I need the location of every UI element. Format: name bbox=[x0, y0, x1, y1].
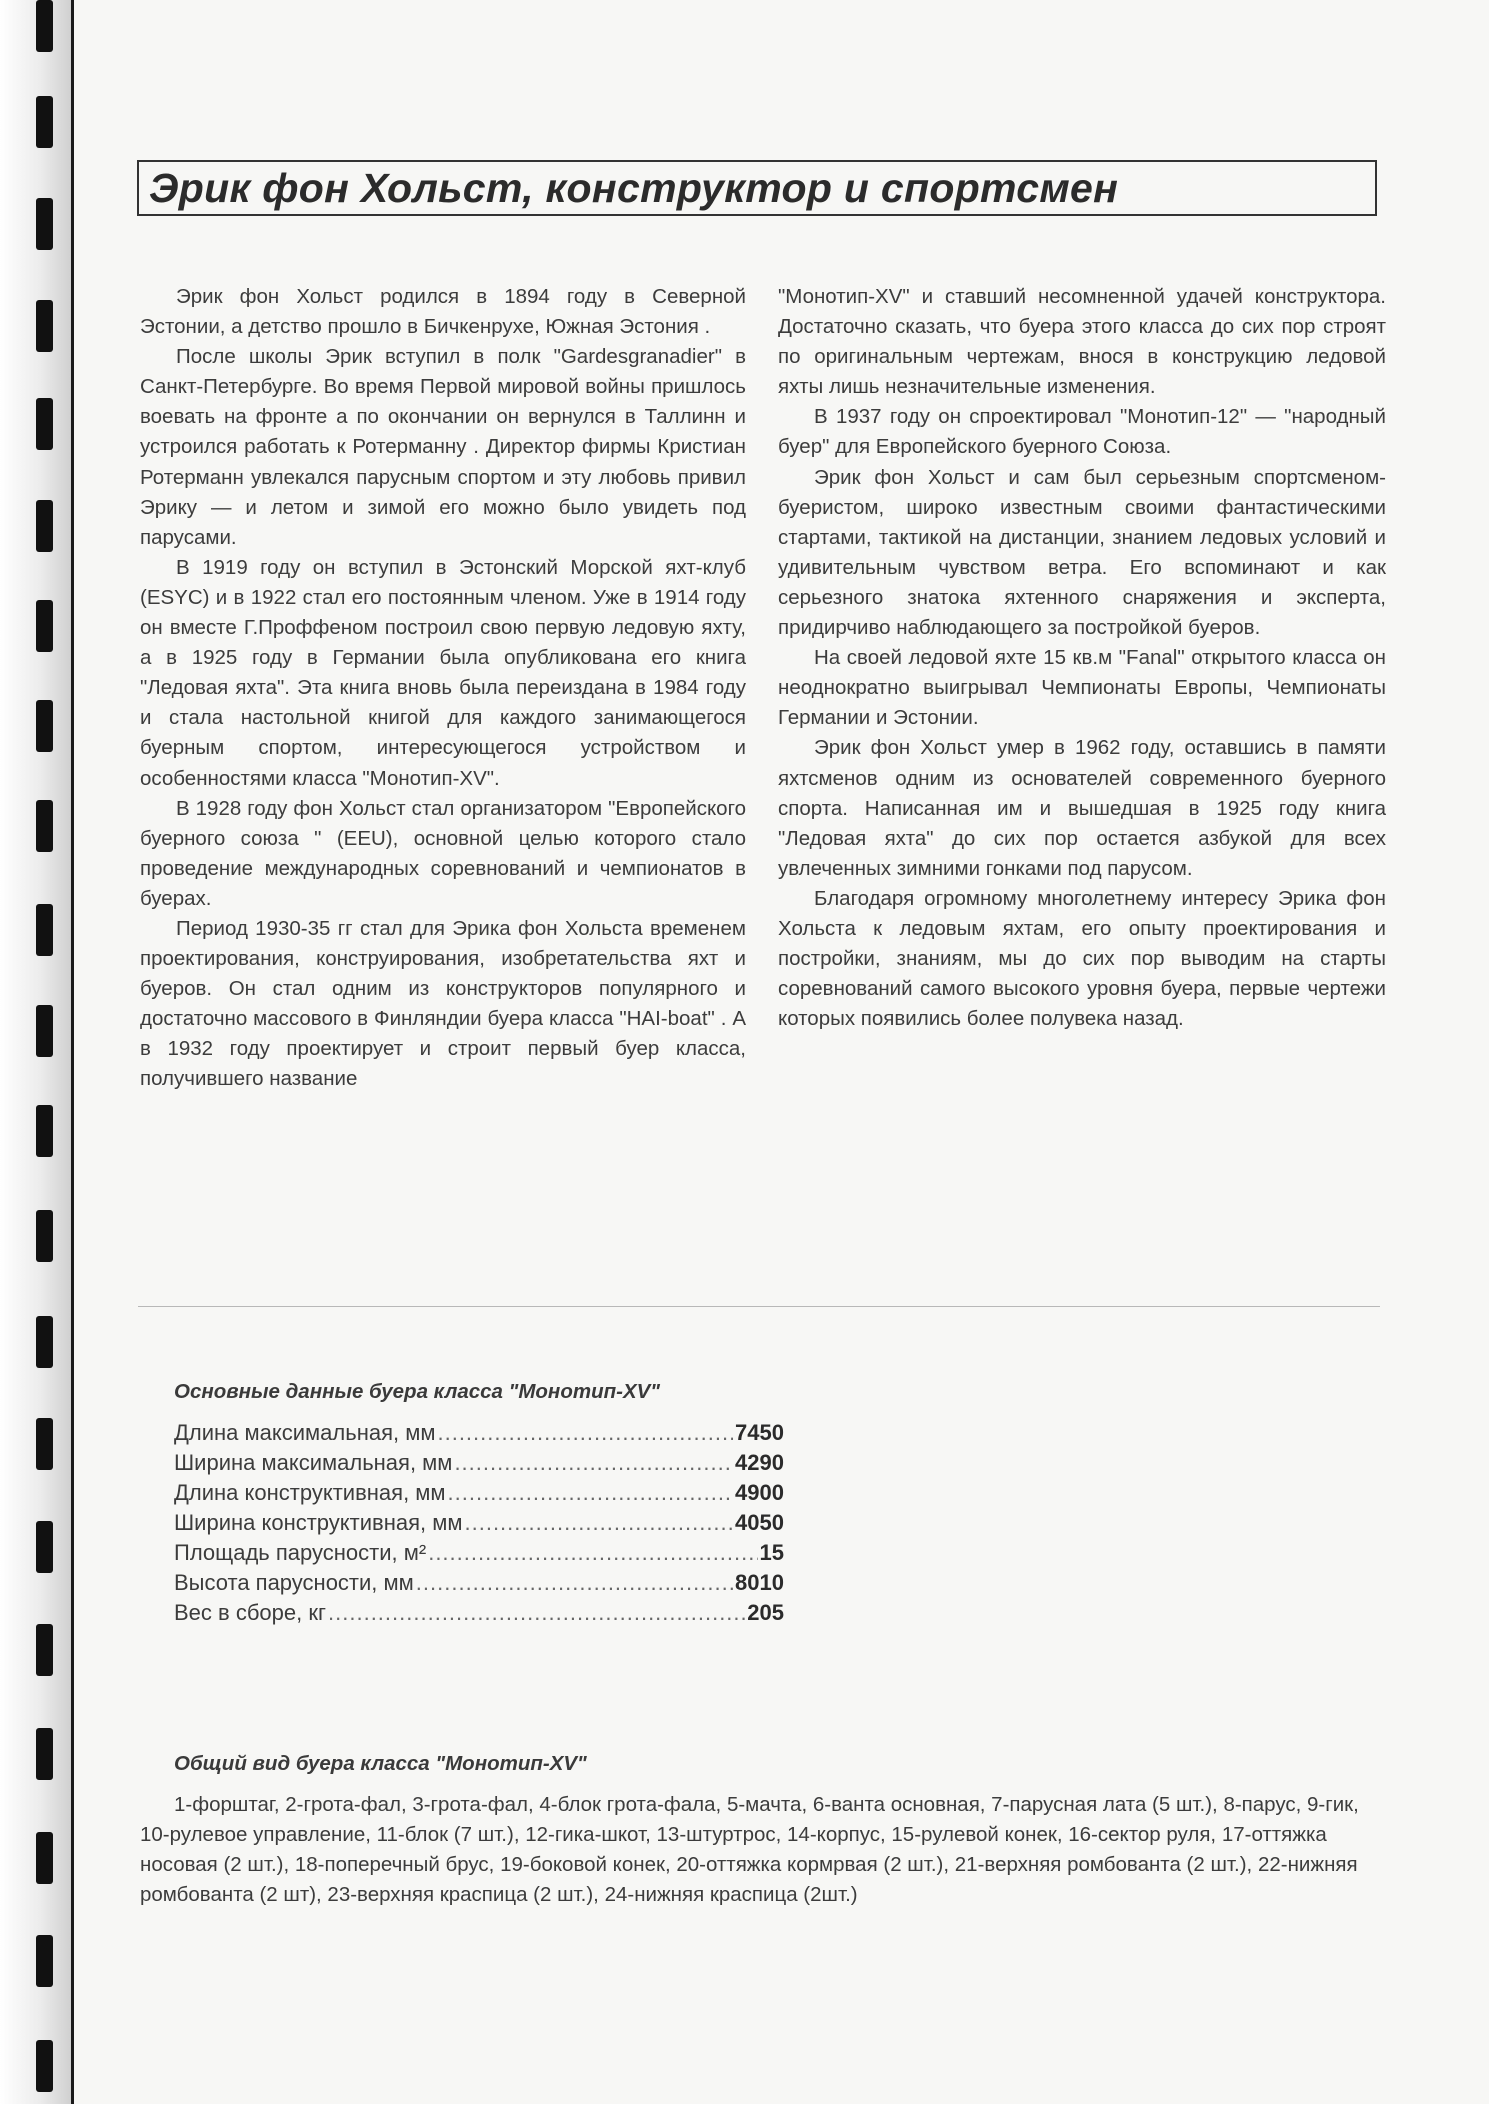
dot-leader bbox=[437, 1418, 733, 1448]
title-box bbox=[137, 160, 1377, 216]
paragraph: В 1937 году он спроектировал "Монотип-12" — "народный буер" для Европейского буерного Союза. bbox=[778, 405, 1386, 459]
binding-ring bbox=[36, 2040, 53, 2092]
article-right-column bbox=[778, 282, 1386, 1034]
binding-edge bbox=[71, 0, 74, 2104]
binding-ring bbox=[36, 1624, 53, 1676]
spec-row bbox=[174, 1478, 784, 1508]
dot-leader bbox=[428, 1538, 757, 1568]
specs-table bbox=[174, 1418, 784, 1628]
spec-label: Ширина максимальная, мм bbox=[174, 1450, 453, 1475]
specs-title: Основные данные буера класса "Монотип-XV" bbox=[174, 1380, 661, 1403]
legend-section bbox=[140, 1752, 1386, 1910]
binding-ring bbox=[36, 0, 53, 52]
spec-row bbox=[174, 1508, 784, 1538]
spec-label: Площадь парусности, м² bbox=[174, 1540, 427, 1565]
binding-ring bbox=[36, 600, 53, 652]
legend-items: 1-форштаг, 2-грота-фал, 3-грота-фал, 4-блок грота-фала, 5-мачта, 6-ванта основная, 7-парусная лата (5 шт.), 8-парус, 9-гик, 10-рулевое управление, 11-блок (7 шт.), 12-гика-шкот, 13-штуртрос, 14-корпус, 15-рулевой конек, 16-сектор руля, 17-оттяжка носовая (2 шт.), 18-поперечный брус, 19-боковой конек, 20-оттяжка кормрвая (2 шт.), 21-верхняя ромбованта (2 шт.), 22-нижняя ромбованта (2 шт), 23-верхняя краспица (2 шт.), 24-нижняя краспица (2шт.) bbox=[140, 1793, 1359, 1906]
legend-text bbox=[140, 1790, 1386, 1910]
spec-value: 7450 bbox=[735, 1420, 784, 1445]
paragraph: Благодаря огромному многолетнему интересу Эрика фон Хольста к ледовым яхтам, его опыту проектирования и постройки, знаниям, мы до сих пор выводим на старты соревнований самого высокого уровня буера, первые чертежи которых появились более полувека назад. bbox=[778, 886, 1386, 1031]
spec-value: 4900 bbox=[735, 1480, 784, 1505]
binding-ring bbox=[36, 198, 53, 250]
specs-section bbox=[174, 1380, 784, 1628]
binding-ring bbox=[36, 96, 53, 148]
spec-value: 4290 bbox=[735, 1450, 784, 1475]
spec-row bbox=[174, 1538, 784, 1568]
spec-row bbox=[174, 1568, 784, 1598]
spec-row bbox=[174, 1598, 784, 1628]
binding-ring bbox=[36, 300, 53, 352]
paragraph: В 1919 году он вступил в Эстонский Морской яхт-клуб (ESYC) и в 1922 стал его постоянным членом. Уже в 1914 году он вместе Г.Проффеном построил свою первую ледовую яхту, а в 1925 году в Германии была опубликована его книга "Ледовая яхта". Эта книга вновь была переиздана в 1984 году и стала настольной книгой для каждого занимающегося буерным спортом, интересующегося устройством и особенностями класса "Монотип-XV". bbox=[140, 555, 746, 790]
section-divider bbox=[138, 1306, 1380, 1307]
dot-leader bbox=[416, 1568, 733, 1598]
binding-ring bbox=[36, 1316, 53, 1368]
spec-value: 4050 bbox=[735, 1510, 784, 1535]
legend-title: Общий вид буера класса "Монотип-XV" bbox=[174, 1752, 587, 1775]
binding-ring bbox=[36, 500, 53, 552]
binding-ring bbox=[36, 904, 53, 956]
spec-value: 205 bbox=[747, 1600, 784, 1625]
dot-leader bbox=[454, 1448, 733, 1478]
binding-ring bbox=[36, 1935, 53, 1987]
paragraph: В 1928 году фон Хольст стал организатором "Европейского буерного союза " (EEU), основной целью которого стало проведение международных соревнований и чемпионатов в буерах. bbox=[140, 796, 746, 910]
dot-leader bbox=[465, 1508, 734, 1538]
spec-row bbox=[174, 1418, 784, 1448]
binding-ring bbox=[36, 1210, 53, 1262]
page-title: Эрик фон Хольст, конструктор и спортсмен bbox=[149, 164, 1119, 211]
binding-ring bbox=[36, 1418, 53, 1470]
spec-value: 8010 bbox=[735, 1570, 784, 1595]
spec-label: Вес в сборе, кг bbox=[174, 1600, 327, 1625]
dot-leader bbox=[328, 1598, 745, 1628]
paragraph: После школы Эрик вступил в полк "Gardesgranadier" в Санкт-Петербурге. Во время Первой мировой войны пришлось воевать на фронте а по окончании он вернулся в Таллинн и устроился работать к Ротерманну . Директор фирмы Кристиан Ротерманн увлекался парусным спортом и эту любовь привил Эрику — и летом и зимой его можно было увидеть под парусами. bbox=[140, 345, 746, 549]
paragraph: Период 1930-35 гг стал для Эрика фон Хольста временем проектирования, конструирования, изобретательства яхт и буеров. Он стал одним из конструкторов популярного и достаточно массового в Финляндии буера класса "HAI-boat" . А в 1932 году проектирует и строит первый буер класса, получившего название bbox=[140, 916, 746, 1091]
dot-leader bbox=[448, 1478, 734, 1508]
spec-label: Ширина конструктивная, мм bbox=[174, 1510, 463, 1535]
binding-ring bbox=[36, 1832, 53, 1884]
paragraph: Эрик фон Хольст и сам был серьезным спортсменом-буеристом, широко известным своими фантастическими стартами, тактикой на дистанции, знанием ледовых условий и удивительным чувством ветра. Его вспоминают и как серьезного знатока яхтенного снаряжения и эксперта, придирчиво наблюдающего за постройкой буеров. bbox=[778, 465, 1386, 640]
paragraph: Эрик фон Хольст родился в 1894 году в Северной Эстонии, а детство прошло в Бичкенрухе, Южная Эстония . bbox=[140, 285, 746, 339]
spec-row bbox=[174, 1448, 784, 1478]
spiral-binding bbox=[0, 0, 74, 2104]
binding-ring bbox=[36, 800, 53, 852]
spec-label: Высота парусности, мм bbox=[174, 1570, 414, 1595]
spec-label: Длина конструктивная, мм bbox=[174, 1480, 446, 1505]
spec-label: Длина максимальная, мм bbox=[174, 1420, 436, 1445]
binding-ring bbox=[36, 1521, 53, 1573]
binding-ring bbox=[36, 700, 53, 752]
binding-ring bbox=[36, 398, 53, 450]
binding-ring bbox=[36, 1005, 53, 1057]
paragraph: "Монотип-XV" и ставший несомненной удачей конструктора. Достаточно сказать, что буера этого класса до сих пор строят по оригинальным чертежам, внося в конструкцию ледовой яхты лишь незначительные изменения. bbox=[778, 285, 1386, 399]
binding-ring bbox=[36, 1728, 53, 1780]
paragraph: Эрик фон Хольст умер в 1962 году, оставшись в памяти яхтсменов одним из основателей современного буерного спорта. Написанная им и вышедшая в 1925 году книга "Ледовая яхта" до сих пор остается азбукой для всех увлеченных зимними гонками под парусом. bbox=[778, 736, 1386, 880]
article-left-column bbox=[140, 282, 746, 1095]
paragraph: На своей ледовой яхте 15 кв.м "Fanal" открытого класса он неоднократно выигрывал Чемпионаты Европы, Чемпионаты Германии и Эстонии. bbox=[778, 646, 1386, 730]
spec-value: 15 bbox=[759, 1540, 784, 1565]
binding-ring bbox=[36, 1105, 53, 1157]
